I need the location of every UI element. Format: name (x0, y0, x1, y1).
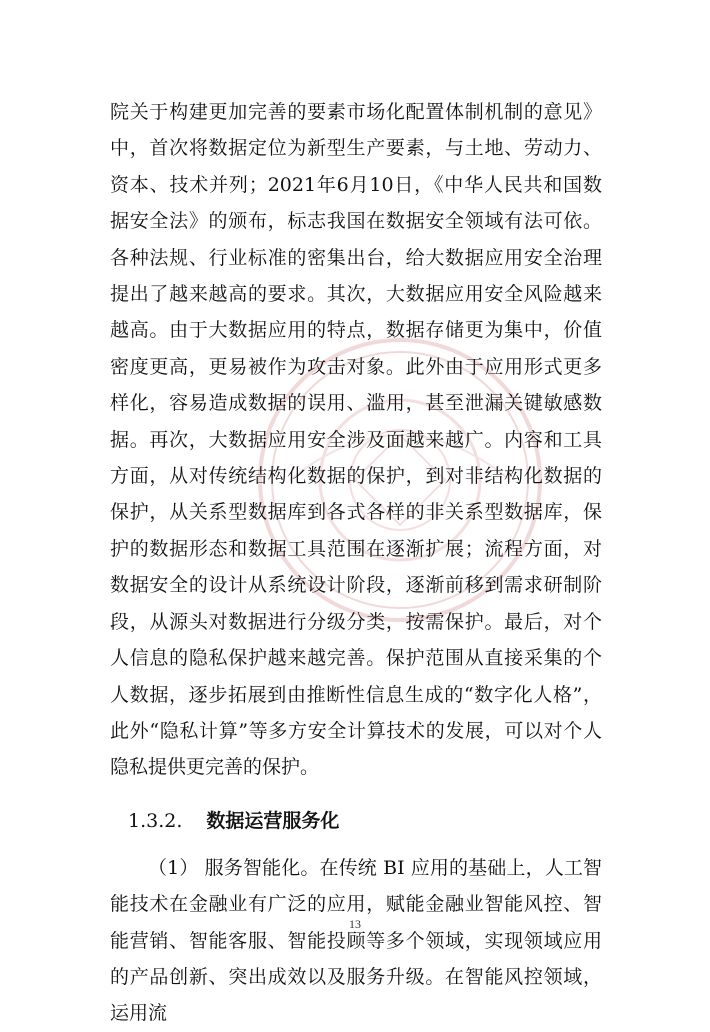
body-paragraph: 院关于构建更加完善的要素市场化配置体制机制的意见》中，首次将数据定位为新型生产要素，与土地、劳动力、资本、技术并列；2021年6月10日，《中华人民共和国数据安全法》的颁布，标志我国在数据安全领域有法可依。各种法规、行业标准的密集出台，给大数据应用安全治理提出了越来越高的要求。其次，大数据应用安全风险越来越高。由于大数据应用的特点，数据存储更为集中，价值密度更高，更易被作为攻击对象。此外由于应用形式更多样化，容易造成数据的误用、滥用，甚至泄漏关键敏感数据。再次，大数据应用安全涉及面越来越广。内容和工具方面，从对传统结构化数据的保护，到对非结构化数据的保护，从关系型数据库到各式各样的非关系型数据库，保护的数据形态和数据工具范围在逐渐扩展；流程方面，对数据安全的设计从系统设计阶段，逐渐前移到需求研制阶段，从源头对数据进行分级分类，按需保护。最后，对个人信息的隐私保护越来越完善。保护范围从直接采集的个人数据，逐步拓展到由推断性信息生成的“数字化人格”，此外“隐私计算”等多方安全计算技术的发展，可以对个人隐私提供更完善的保护。 (110, 101, 602, 779)
document-body (110, 94, 602, 1032)
section-heading (110, 802, 602, 840)
section-number: 1.3.2. (128, 809, 183, 832)
section-title: 数据运营服务化 (206, 809, 340, 832)
page-number: 13 (349, 917, 361, 931)
body-paragraph: （1） 服务智能化。在传统 BI 应用的基础上，人工智能技术在金融业有广泛的应用，赋能金融业智能风控、智能营销、智能客服、智能投顾等多个领域，实现领域应用的产品创新、突出成效以及服务升级。在智能风控领域，运用流 (110, 856, 602, 1025)
